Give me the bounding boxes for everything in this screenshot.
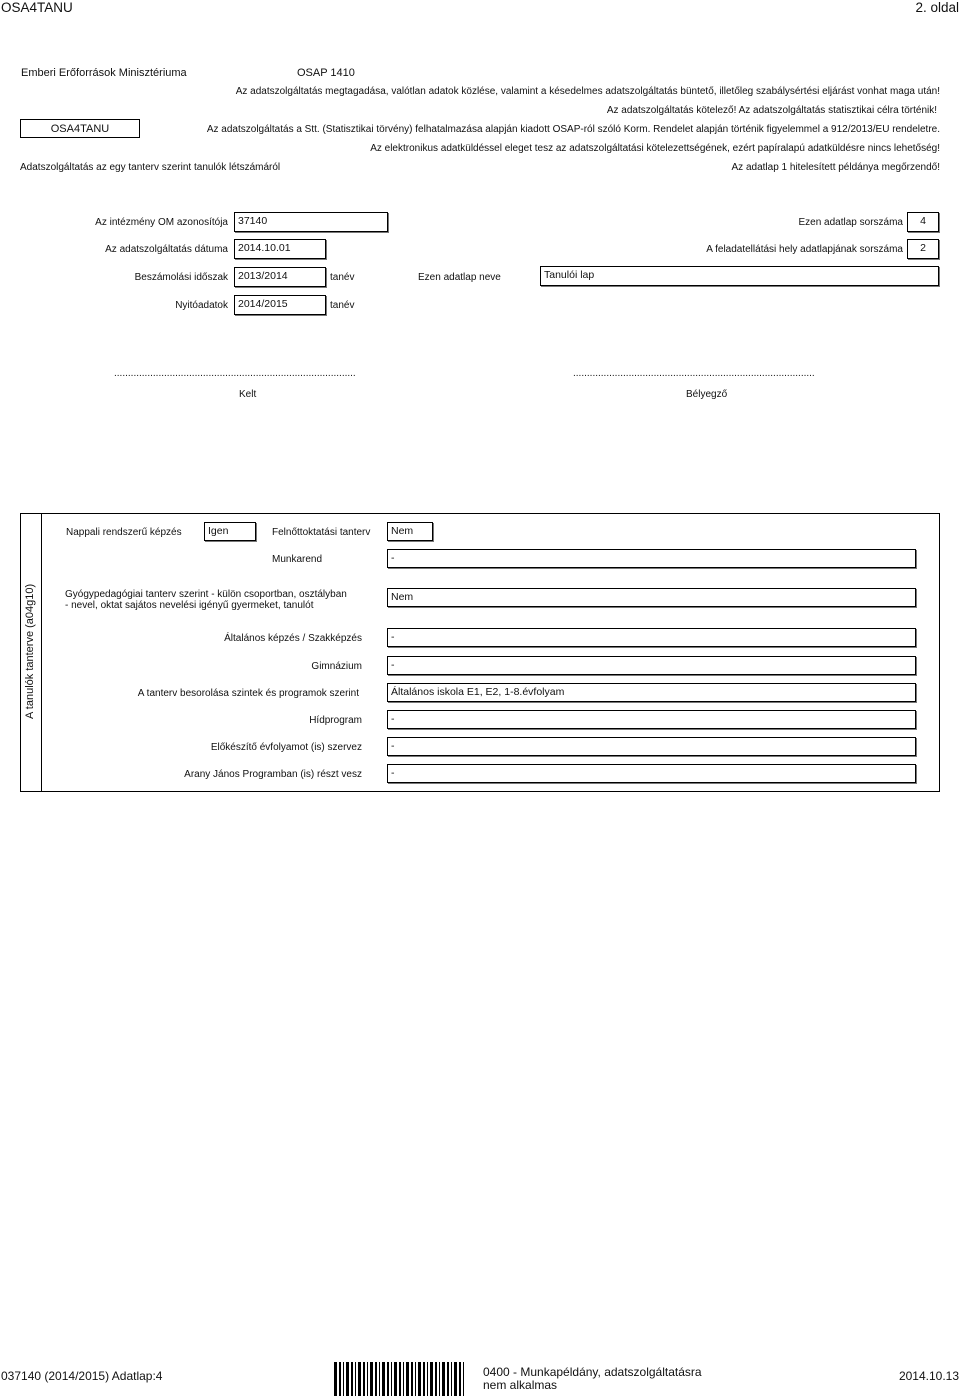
barcode-bar	[403, 1362, 404, 1396]
barcode-bar	[447, 1362, 449, 1396]
stamp-dotted-line: .......................................................................................	[573, 368, 815, 379]
period-unit: tanév	[330, 272, 355, 283]
opening-field[interactable]: 2014/2015	[234, 295, 326, 315]
opening-label: Nyitóadatok	[175, 300, 228, 311]
mandatory-line: Az adatszolgáltatás kötelező! Az adatszolgáltatás statisztikai célra történik!	[606, 105, 937, 116]
footer-code: 0400 - Munkapéldány, adatszolgáltatásra	[483, 1365, 702, 1379]
curriculum-side-label: A tanulók tanterve (a04g10)	[24, 583, 36, 719]
barcode-bar	[391, 1362, 392, 1396]
barcode-bar	[358, 1362, 361, 1396]
prep-label: Előkészítő évfolyamot (is) szervez	[210, 742, 362, 753]
subject-line: Adatszolgáltatás az egy tanterv szerint tanulók létszámáról	[20, 162, 281, 173]
barcode-bar	[367, 1362, 368, 1396]
barcode-bar	[406, 1362, 409, 1396]
electronic-line: Az elektronikus adatküldéssel eleget tesz az adatszolgáltatási kötelezettségének, ezért papíralapú adatküldésre nincs lehetőség!	[370, 143, 940, 154]
barcode-bar	[355, 1362, 356, 1396]
adult-field[interactable]: Nem	[387, 522, 433, 541]
arany-label: Arany János Programban (is) részt vesz	[184, 769, 362, 780]
om-label: Az intézmény OM azonosítója	[95, 217, 228, 228]
adult-label: Felnőttoktatási tanterv	[272, 527, 371, 538]
sheet-name-field[interactable]: Tanulói lap	[540, 266, 939, 286]
special-label-line2: - nevel, oktat sajátos nevelési igényű gyermeket, tanulót	[65, 600, 314, 611]
bridge-label: Hídprogram	[309, 715, 362, 726]
bridge-field[interactable]: -	[387, 710, 916, 729]
site-label: A feladatellátási hely adatlapjának sorszáma	[706, 244, 903, 255]
barcode-image	[334, 1362, 468, 1396]
barcode-bar	[454, 1362, 457, 1396]
barcode-bar	[394, 1362, 397, 1396]
barcode-bar	[423, 1362, 425, 1396]
prep-field[interactable]: -	[387, 737, 916, 756]
period-label: Beszámolási időszak	[134, 272, 228, 283]
barcode-bar	[370, 1362, 373, 1396]
barcode-bar	[415, 1362, 416, 1396]
legal-line: Az adatszolgáltatás a Stt. (Statisztikai törvény) felhatalmazása alapján kiadott OSAP-ról szóló Korm. Rendelet alapján történik figyelemmel a 912/2013/EU rendeletre.	[206, 124, 940, 135]
barcode-bar	[451, 1362, 452, 1396]
barcode-bar	[387, 1362, 389, 1396]
barcode-bar	[351, 1362, 353, 1396]
general-field[interactable]: -	[387, 628, 916, 647]
daily-label: Nappali rendszerű képzés	[66, 527, 182, 538]
barcode-bar	[339, 1362, 341, 1396]
page-form-code: OSA4TANU	[1, 0, 73, 15]
schedule-field[interactable]: -	[387, 549, 916, 568]
barcode-bar	[363, 1362, 365, 1396]
general-label: Általános képzés / Szakképzés	[224, 633, 362, 644]
footer-code-line2: nem alkalmas	[483, 1378, 558, 1392]
osap-number: OSAP 1410	[297, 67, 355, 79]
barcode-bar	[427, 1362, 428, 1396]
gym-field[interactable]: -	[387, 656, 916, 675]
gym-label: Gimnázium	[311, 661, 362, 672]
daily-field[interactable]: Igen	[204, 522, 256, 541]
serial-field[interactable]: 4	[907, 212, 939, 232]
barcode-bar	[399, 1362, 401, 1396]
levels-field[interactable]: Általános iskola E1, E2, 1-8.évfolyam	[387, 683, 916, 702]
sheet-name-label: Ezen adatlap neve	[418, 272, 501, 283]
om-field[interactable]: 37140	[234, 212, 388, 232]
barcode-bar	[439, 1362, 440, 1396]
serial-label: Ezen adatlap sorszáma	[798, 217, 903, 228]
schedule-label: Munkarend	[272, 554, 323, 565]
copy-note: Az adatlap 1 hitelesített példánya megőrzendő!	[731, 162, 940, 173]
footer-date: 2014.10.13	[898, 1369, 959, 1383]
site-field[interactable]: 2	[907, 239, 939, 259]
form-code-box: OSA4TANU	[20, 119, 140, 138]
barcode-bar	[418, 1362, 421, 1396]
kelt-label: Kelt	[239, 389, 257, 400]
special-field[interactable]: Nem	[387, 588, 916, 607]
barcode-bar	[435, 1362, 437, 1396]
page-number: 2. oldal	[915, 0, 959, 15]
barcode-bar	[411, 1362, 413, 1396]
barcode-bar	[463, 1362, 464, 1396]
date-label: Az adatszolgáltatás dátuma	[105, 244, 228, 255]
barcode-bar	[375, 1362, 377, 1396]
barcode-bar	[334, 1362, 337, 1396]
barcode-bar	[459, 1362, 461, 1396]
footer-left: 037140 (2014/2015) Adatlap:4	[1, 1369, 163, 1383]
stamp-label: Bélyegző	[686, 389, 728, 400]
date-field[interactable]: 2014.10.01	[234, 239, 326, 259]
barcode-bar	[346, 1362, 349, 1396]
levels-label: A tanterv besorolása szintek és programok szerint	[137, 688, 359, 699]
barcode-bar	[442, 1362, 445, 1396]
barcode-bar	[379, 1362, 380, 1396]
warning-line: Az adatszolgáltatás megtagadása, valótlan adatok közlése, valamint a késedelmes adatszolgáltatás büntető, illetőleg szabálysértési eljárást vonhat maga után!	[235, 86, 940, 97]
ministry-name: Emberi Erőforrások Minisztériuma	[21, 67, 187, 79]
period-field[interactable]: 2013/2014	[234, 267, 326, 287]
barcode-bar	[343, 1362, 344, 1396]
opening-unit: tanév	[330, 300, 355, 311]
kelt-dotted-line: .......................................................................................	[114, 368, 356, 379]
special-label-line1: Gyógypedagógiai tanterv szerint - külön csoportban, osztályban	[65, 589, 347, 600]
arany-field[interactable]: -	[387, 764, 916, 783]
barcode-bar	[382, 1362, 385, 1396]
barcode-bar	[430, 1362, 433, 1396]
